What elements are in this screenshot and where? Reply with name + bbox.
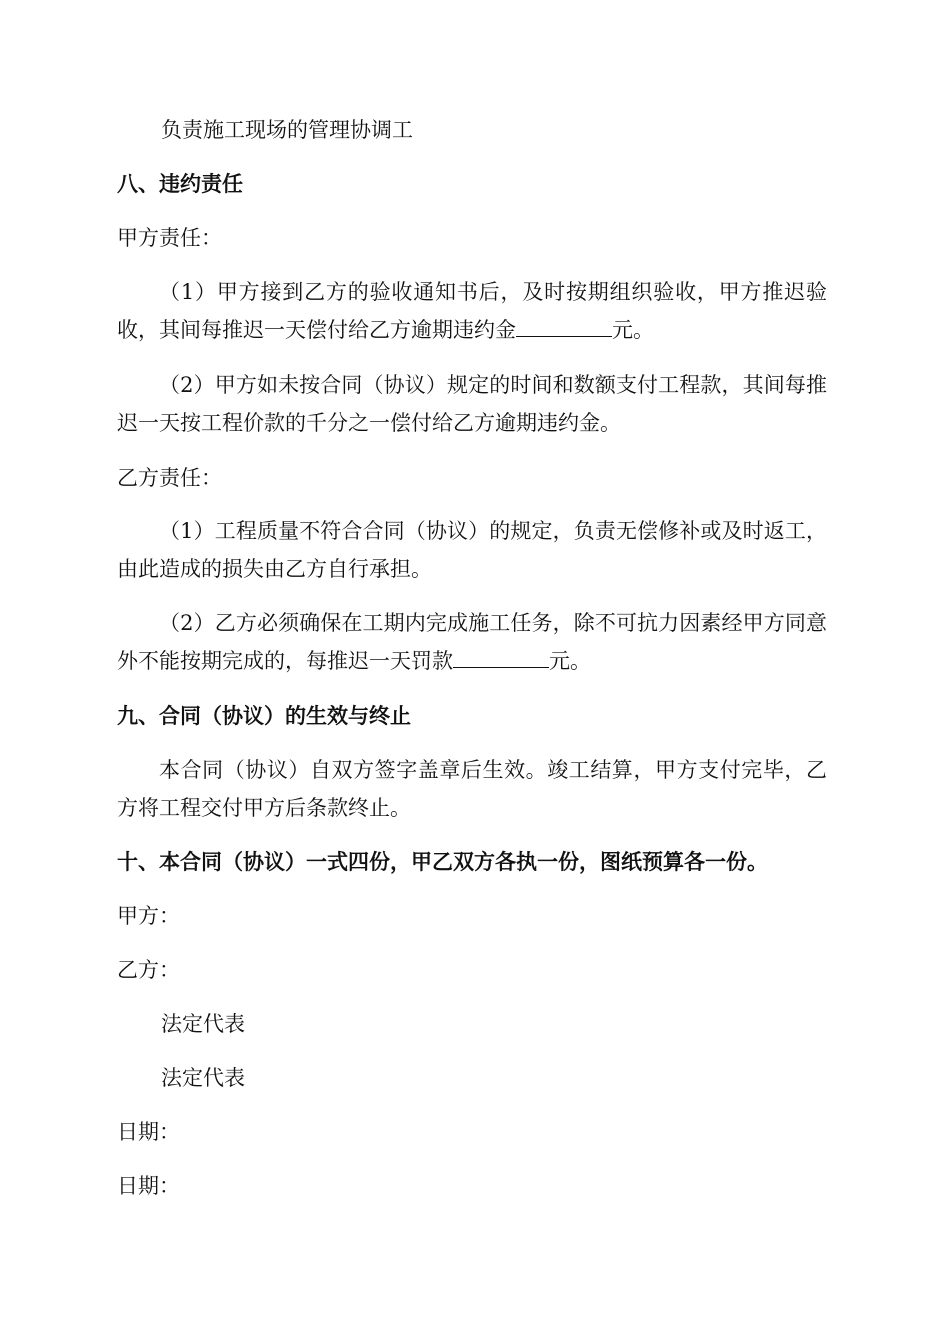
- party-a-responsibility-label: 甲方责任：: [117, 226, 222, 250]
- party-a-signature-label: 甲方：: [117, 904, 180, 928]
- management-line: 负责施工现场的管理协调工: [161, 118, 413, 142]
- party-a-clause-2: （2）甲方如未按合同（协议）规定的时间和数额支付工程款，其间每推迟一天按工程价款的千分之一偿付给乙方逾期违约金。: [117, 373, 827, 435]
- legal-representative-a: 法定代表: [161, 1012, 245, 1036]
- party-b-clause-1: （1）工程质量不符合合同（协议）的规定，负责无偿修补或及时返工，由此造成的损失由乙方自行承担。: [117, 519, 827, 581]
- date-label-a: 日期：: [117, 1120, 180, 1144]
- party-b-clause-2-unit: 元。: [549, 649, 591, 673]
- party-a-clause-1-text: （1）甲方接到乙方的验收通知书后，及时按期组织验收，甲方推迟验收，其间每推迟一天偿付给乙方逾期违约金: [117, 280, 827, 342]
- section-10-heading: 十、本合同（协议）一式四份，甲乙双方各执一份，图纸预算各一份。: [117, 850, 768, 874]
- party-a-clause-1: [117, 273, 827, 349]
- party-b-responsibility-label: 乙方责任：: [117, 466, 222, 490]
- date-label-b: 日期：: [117, 1174, 180, 1198]
- party-b-signature-label: 乙方：: [117, 958, 180, 982]
- party-b-clause-2: [117, 604, 827, 680]
- party-a-clause-1-unit: 元。: [612, 318, 654, 342]
- section-9-heading: 九、合同（协议）的生效与终止: [117, 704, 411, 728]
- party-b-clause-2-text: （2）乙方必须确保在工期内完成施工任务，除不可抗力因素经甲方同意外不能按期完成的，每推迟一天罚款: [117, 611, 827, 673]
- section-8-heading: 八、违约责任: [117, 172, 243, 196]
- legal-representative-b: 法定代表: [161, 1066, 245, 1090]
- penalty-amount-blank-2: [453, 645, 549, 668]
- section-9-body: 本合同（协议）自双方签字盖章后生效。竣工结算，甲方支付完毕，乙方将工程交付甲方后条款终止。: [117, 758, 827, 820]
- penalty-amount-blank-1: [516, 314, 612, 337]
